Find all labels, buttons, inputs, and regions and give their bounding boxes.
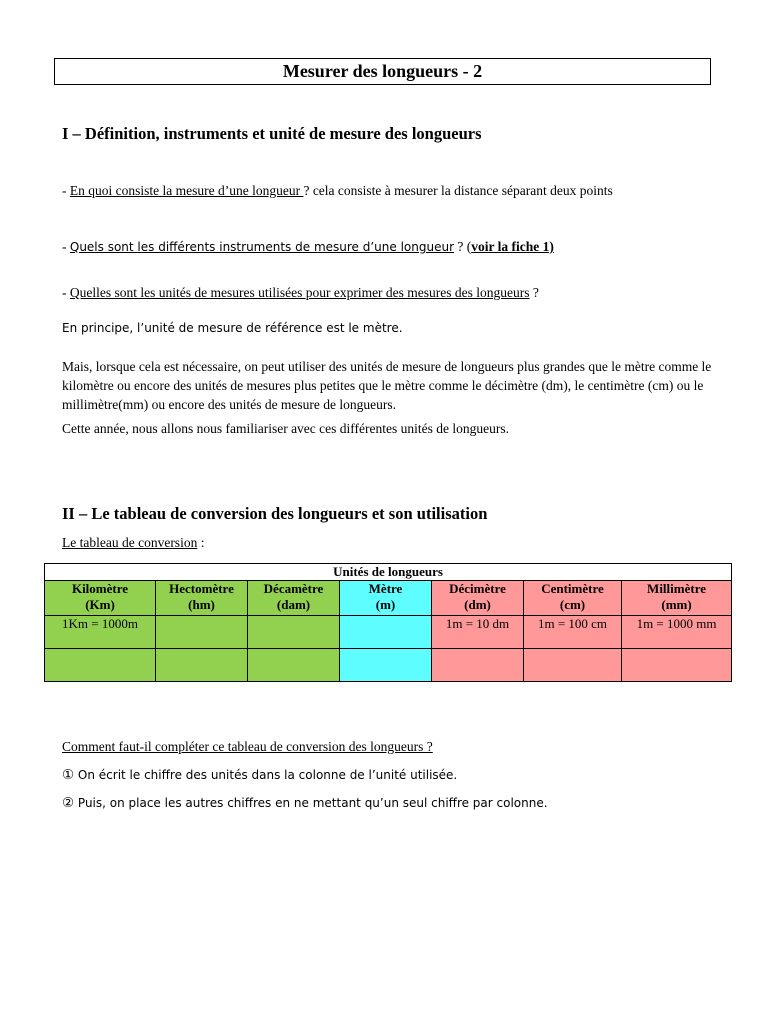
table-cell xyxy=(45,649,156,682)
unit-name: Décamètre xyxy=(263,581,324,596)
step-2 xyxy=(62,795,548,811)
question-1 xyxy=(62,183,613,199)
question-3-suffix: ? xyxy=(529,285,539,300)
units-paragraph: Mais, lorsque cela est nécessaire, on peut utiliser des unités de mesure de longueurs plus grandes que le mètre comme le kilomètre ou encore des unités de mesures plus petites que le mètre comme le décimètre (dm), le centimètre (cm) ou le millimètre(mm) ou encore des unités de mesure de longueurs. xyxy=(62,359,712,412)
completion-question xyxy=(62,739,433,755)
conversion-table xyxy=(44,563,732,682)
section-2-heading: II – Le tableau de conversion des longueurs et son utilisation xyxy=(62,504,488,523)
unit-header-dam xyxy=(248,581,340,616)
table-intro xyxy=(62,535,204,551)
question-2 xyxy=(62,239,554,255)
step-1-marker: ① xyxy=(62,767,75,782)
table-cell: 1m = 10 dm xyxy=(432,616,524,649)
table-units-row xyxy=(45,581,732,616)
table-cell xyxy=(156,616,248,649)
unit-abbr: (Km) xyxy=(85,597,115,612)
unit-name: Mètre xyxy=(368,581,403,596)
question-2-text: Quels sont les différents instruments de mesure d’une longueur xyxy=(69,240,455,254)
table-cell xyxy=(524,649,622,682)
table-cell: 1m = 1000 mm xyxy=(622,616,732,649)
step-2-marker: ② xyxy=(62,795,75,810)
page-title: Mesurer des longueurs - 2 xyxy=(54,58,711,85)
table-cell xyxy=(340,616,432,649)
unit-header-km xyxy=(45,581,156,616)
unit-name: Centimètre xyxy=(541,581,604,596)
table-intro-suffix: : xyxy=(197,535,205,550)
question-2-prefix: - xyxy=(62,239,70,254)
question-1-prefix: - xyxy=(62,183,70,198)
table-cell: 1Km = 1000m xyxy=(45,616,156,649)
table-cell xyxy=(248,649,340,682)
unit-name: Kilomètre xyxy=(71,581,129,596)
table-cell xyxy=(622,649,732,682)
table-cell xyxy=(340,649,432,682)
unit-header-cm xyxy=(524,581,622,616)
unit-header-m xyxy=(340,581,432,616)
table-intro-text: Le tableau de conversion xyxy=(62,535,198,550)
unit-header-mm xyxy=(622,581,732,616)
step-1-text: On écrit le chiffre des unités dans la colonne de l’unité utilisée. xyxy=(74,768,458,782)
unit-name: Décimètre xyxy=(449,581,506,596)
question-2-reference: voir la fiche 1) xyxy=(471,239,554,254)
unit-abbr: (mm) xyxy=(661,597,692,612)
table-header-row xyxy=(45,564,732,581)
unit-abbr: (dam) xyxy=(276,597,311,612)
table-cell xyxy=(432,649,524,682)
table-cell xyxy=(156,649,248,682)
unit-abbr: (cm) xyxy=(559,597,586,612)
section-1-heading: I – Définition, instruments et unité de mesure des longueurs xyxy=(62,124,482,143)
unit-header-hm xyxy=(156,581,248,616)
table-cell: 1m = 100 cm xyxy=(524,616,622,649)
question-3 xyxy=(62,285,539,301)
question-1-text: En quoi consiste la mesure d’une longueur xyxy=(69,183,304,198)
unit-name: Millimètre xyxy=(647,581,706,596)
year-text: Cette année, nous allons nous familiariser avec ces différentes unités de longueurs. xyxy=(62,421,509,436)
unit-abbr: (m) xyxy=(375,597,396,612)
unit-name: Hectomètre xyxy=(169,581,234,596)
table-row xyxy=(45,616,732,649)
question-3-prefix: - xyxy=(62,285,70,300)
step-1 xyxy=(62,767,457,783)
table-row xyxy=(45,649,732,682)
question-3-text: Quelles sont les unités de mesures utilisées pour exprimer des mesures des longueurs xyxy=(69,285,530,300)
question-2-mid: ? ( xyxy=(454,239,472,254)
table-cell xyxy=(248,616,340,649)
unit-abbr: (hm) xyxy=(188,597,215,612)
table-header: Unités de longueurs xyxy=(45,564,732,581)
step-2-text: Puis, on place les autres chiffres en ne mettant qu’un seul chiffre par colonne. xyxy=(74,796,548,810)
unit-header-dm xyxy=(432,581,524,616)
principle-text: En principe, l’unité de mesure de référence est le mètre. xyxy=(62,321,403,335)
completion-question-text: Comment faut-il compléter ce tableau de conversion des longueurs ? xyxy=(62,739,433,754)
question-1-answer: ? cela consiste à mesurer la distance séparant deux points xyxy=(303,183,613,198)
unit-abbr: (dm) xyxy=(464,597,491,612)
